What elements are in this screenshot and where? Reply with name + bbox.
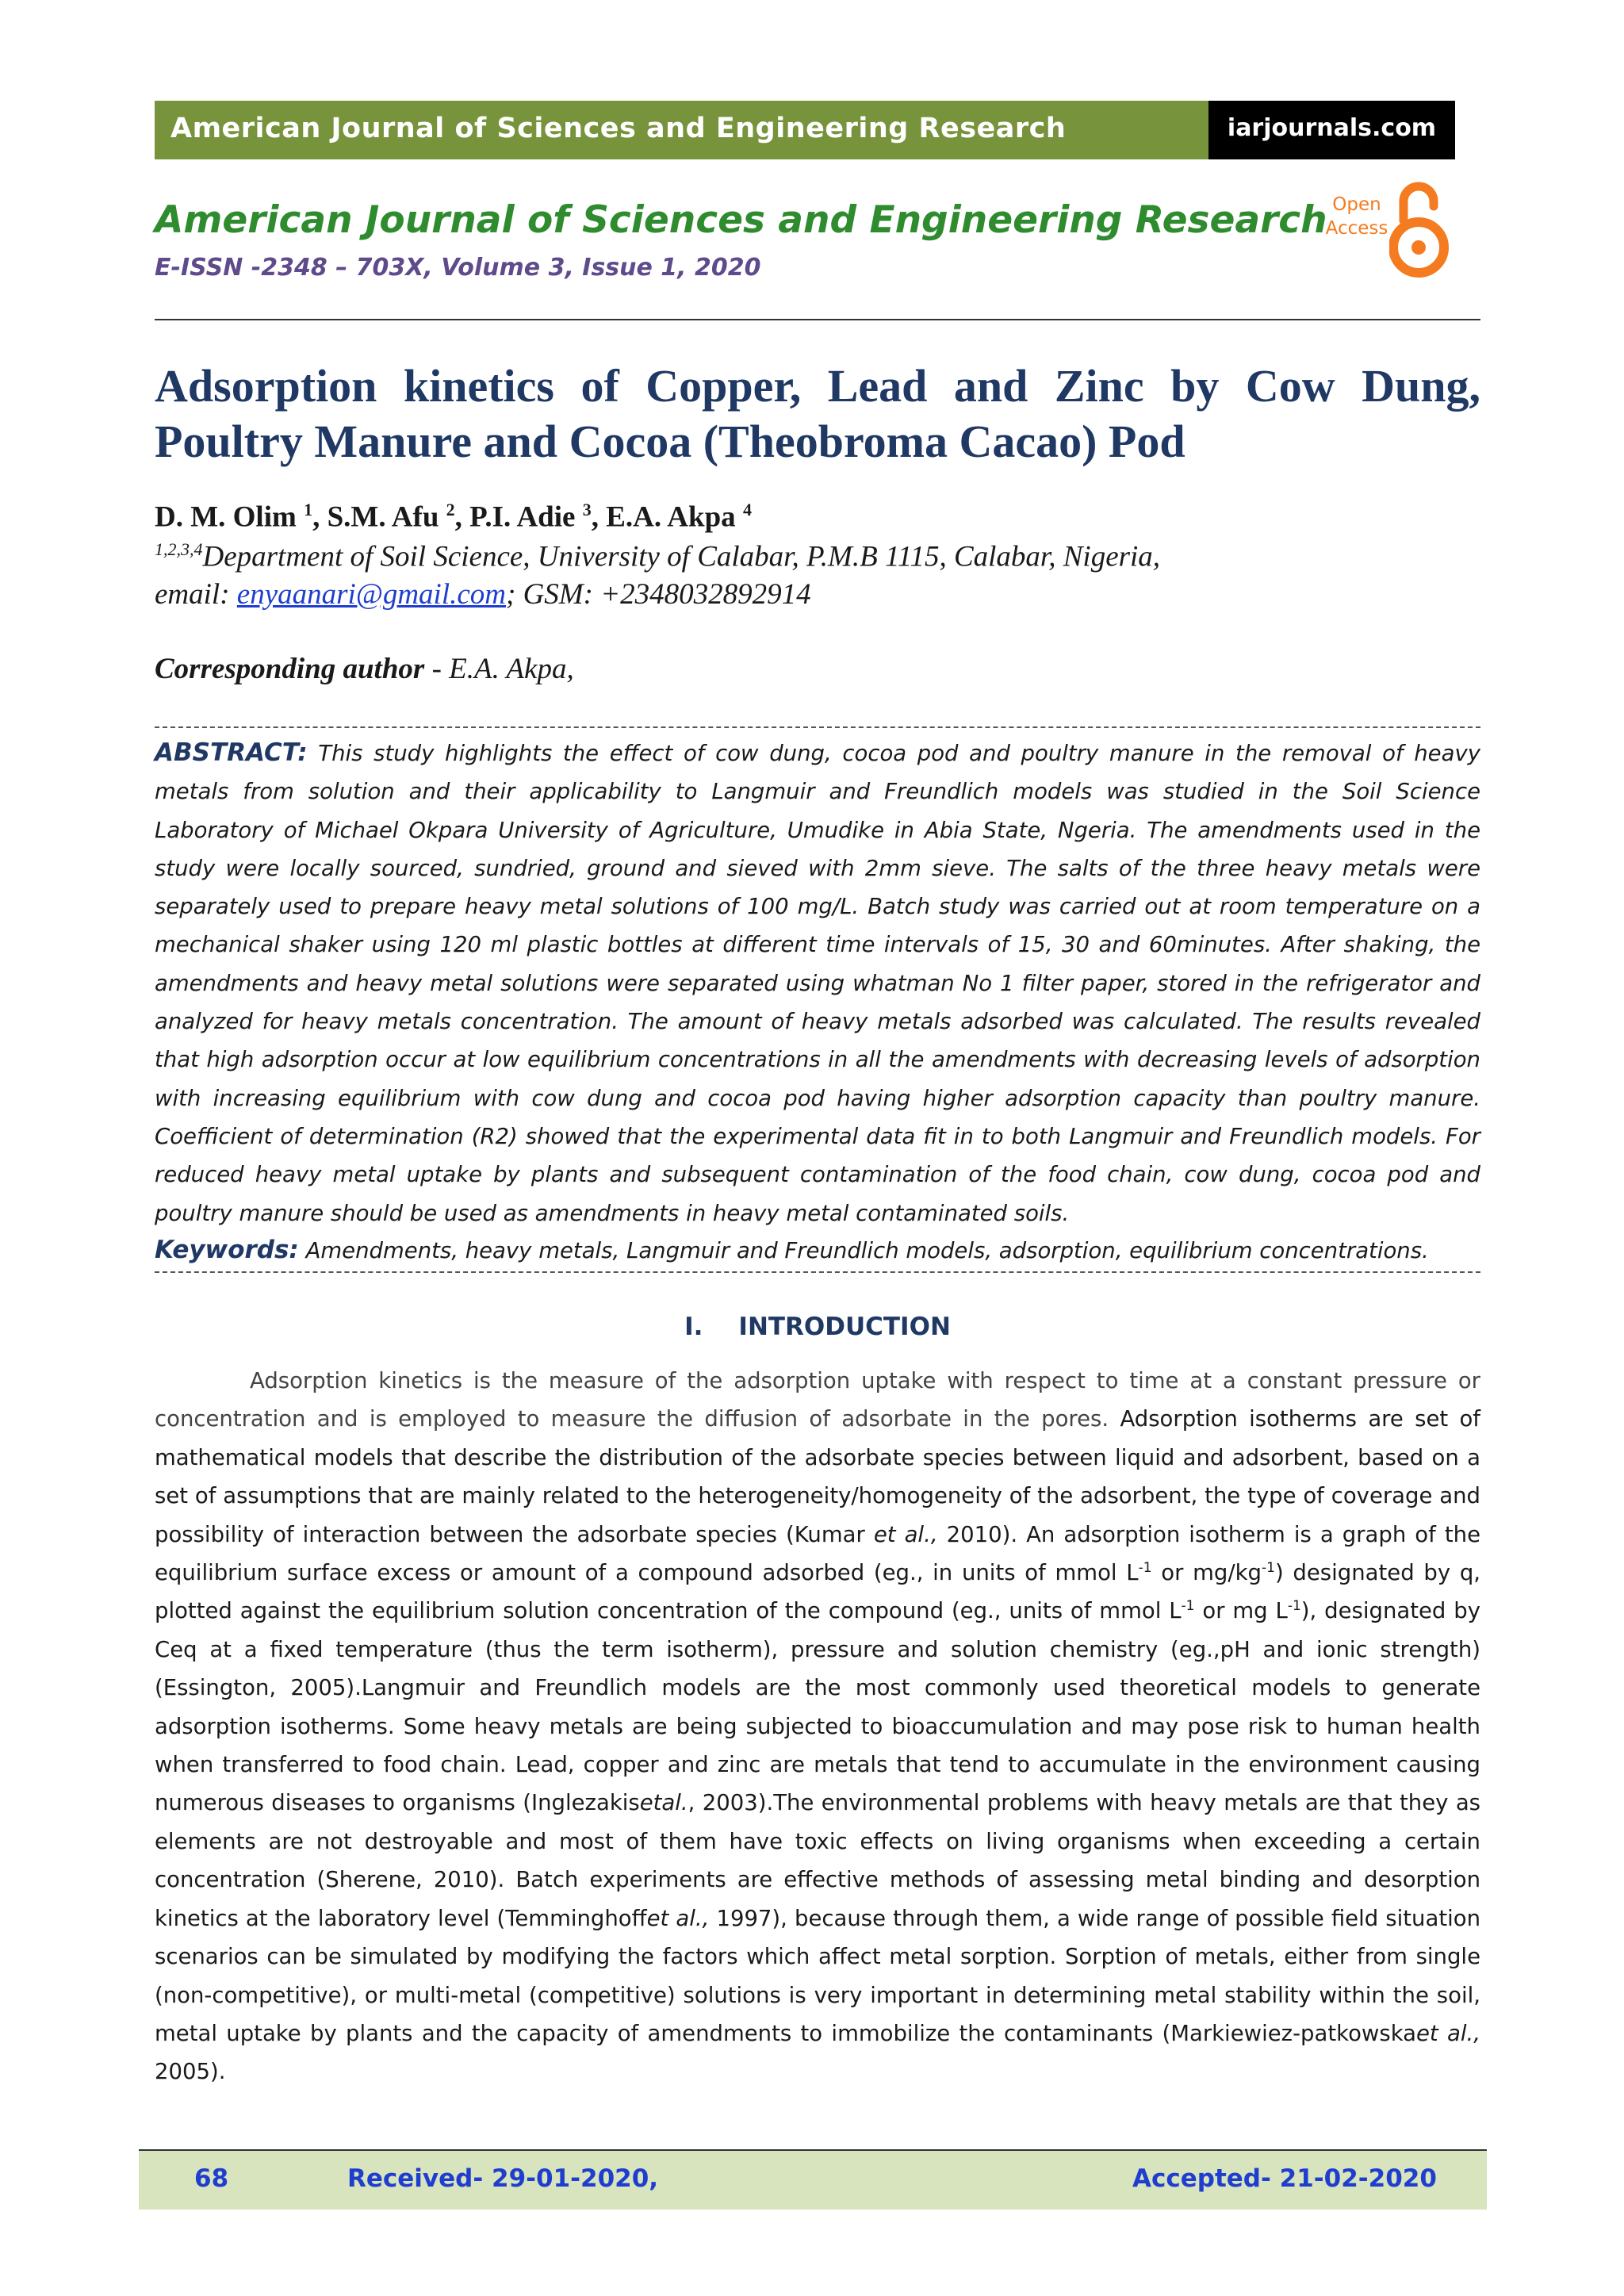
affiliation: $^{1,2,3,4}$Department of Soil Science, University of Calabar, P.M.B 1115, Calabar, Nigeria, — [155, 539, 1161, 573]
journal-title: American Journal of Sciences and Engineering Research — [155, 198, 1327, 242]
page-number: 68 — [194, 2164, 229, 2193]
abstract-text: This study highlights the effect of cow dung, cocoa pod and poultry manure in the removal of heavy metals from solution and their applicability to Langmuir and Freundlich models was studied in the Soil Science Laboratory of Michael Okpara University of Agriculture, Umudike in Abia State, Ngeria. The amendments used in the study were locally sourced, sundried, ground and sieved with 2mm sieve. The salts of the three heavy metals were separately used to prepare heavy metal solutions of 100 mg/L. Batch study was carried out at room temperature on a mechanical shaker using 120 ml plastic bottles at different time intervals of 15, 30 and 60minutes. After shaking, the amendments and heavy metal solutions were separated using whatman No 1 filter paper, stored in the refrigerator and analyzed for heavy metals concentration. The amount of heavy metals adsorbed was calculated. The results revealed that high adsorption occur at low equilibrium concentrations in all the amendments with decreasing levels of adsorption with increasing equilibrium with cow dung and cocoa pod having higher adsorption capacity than poultry manure. Coefficient of determination (R2) showed that the experimental data fit in to both Langmuir and Freundlich models. For reduced heavy metal uptake by plants and subsequent contamination of the food chain, cow dung, cocoa pod and poultry manure should be used as amendments in heavy metal contaminated soils. — [155, 741, 1480, 1226]
corresponding-author: Corresponding author - E.A. Akpa, — [155, 653, 574, 685]
keywords-label: Keywords: — [155, 1236, 299, 1264]
issn-line: E-ISSN -2348 – 703X, Volume 3, Issue 1, 2020 — [155, 254, 761, 282]
contact-line: email: enyaanari@gmail.com; GSM: +2348032892914 — [155, 578, 811, 611]
journal-site-link[interactable]: iarjournals.com — [1227, 114, 1437, 142]
paper-title: Adsorption kinetics of Copper, Lead and Zinc by Cow Dung, Poultry Manure and Cocoa (Theobroma Cacao) Pod — [155, 360, 1480, 467]
email-link[interactable]: enyaanari@gmail.com — [236, 578, 507, 611]
section-heading: I. INTRODUCTION — [684, 1313, 951, 1341]
header-divider — [155, 319, 1480, 320]
abstract-label: ABSTRACT: — [155, 738, 308, 767]
accepted-date: Accepted- 21-02-2020 — [1132, 2164, 1437, 2193]
open-access-lock-icon — [1389, 174, 1449, 279]
abstract — [155, 734, 1480, 1232]
journal-band-title: American Journal of Sciences and Engineering Research — [170, 113, 1067, 144]
keywords-text: Amendments, heavy metals, Langmuir and Freundlich models, adsorption, equilibrium concentrations. — [305, 1238, 1429, 1263]
received-date: Received- 29-01-2020, — [347, 2164, 659, 2193]
introduction-body: Adsorption kinetics is the measure of the adsorption uptake with respect to time at a constant pressure or concentration and is employed to measure the diffusion of adsorbate in the pores. Adsorption isotherms are set of mathematical models that describe the distribution of the adsorbate species between liquid and adsorbent, based on a set of assumptions that are mainly related to the heterogeneity/homogeneity of the adsorbent, the type of coverage and possibility of interaction between the adsorbate species (Kumar et al., 2010). An adsorption isotherm is a graph of the equilibrium surface excess or amount of a compound adsorbed (eg., in units of mmol $L^{-1}$ or $mg/kg^{-1}$) designated by q, plotted against the equilibrium solution concentration of the compound (eg., units of mmol $L^{-1}$ or mg $L^{-1}$), designated by Ceq at a fixed temperature (thus the term isotherm), pressure and solution chemistry (eg.,pH and ionic strength) (Essington, 2005).Langmuir and Freundlich models are the most commonly used theoretical models to generate adsorption isotherms. Some heavy metals are being subjected to bioaccumulation and may pose risk to human health when transferred to food chain. Lead, copper and zinc are metals that tend to accumulate in the environment causing numerous diseases to organisms (Inglezakisetal., 2003).The environmental problems with heavy metals are that they as elements are not destroyable and most of them have toxic effects on living organisms when exceeding a certain concentration (Sherene, 2010). Batch experiments are effective methods of assessing metal binding and desorption kinetics at the laboratory level (Temminghoffet al., 1997), because through them, a wide range of possible field situation scenarios can be simulated by modifying the factors which affect metal sorption. Sorption of metals, either from single (non-competitive), or multi-metal (competitive) solutions is very important in determining metal stability within the soil, metal uptake by plants and the capacity of amendments to immobilize the contaminants (Markiewiez-patkowskaet al., 2005). — [155, 1368, 1481, 2085]
abstract-bottom-divider — [155, 1271, 1480, 1273]
abstract-top-divider — [155, 726, 1480, 728]
keywords — [155, 1236, 1480, 1264]
open-access-label: Open Access — [1325, 194, 1388, 239]
author-list: D. M. Olim $^1$, S.M. Afu $^2$, P.I. Adie $^3$, E.A. Akpa $^4$ — [155, 500, 752, 534]
